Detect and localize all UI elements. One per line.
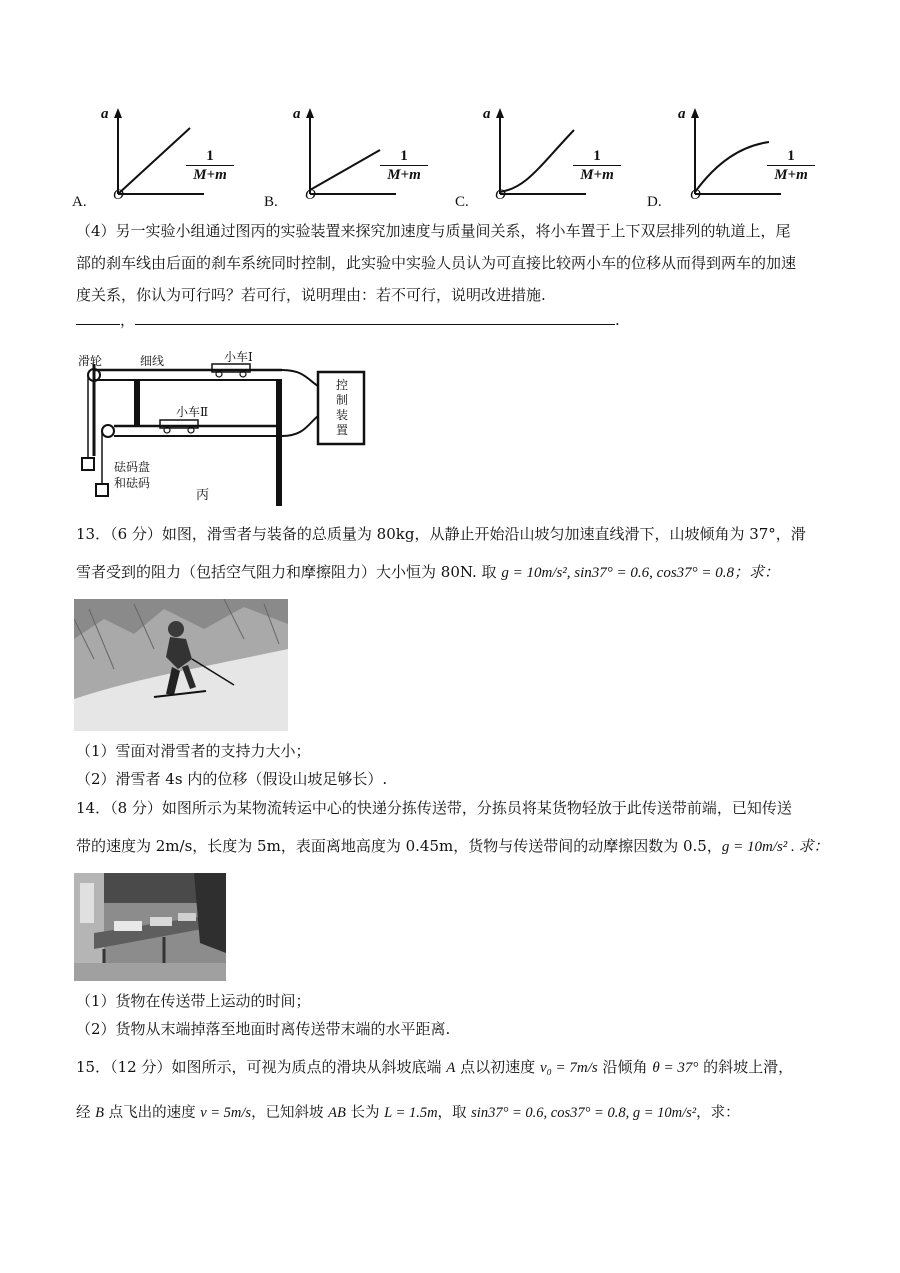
graph-d-origin: O <box>690 187 701 203</box>
q15-line2: 经 B 点飞出的速度 v = 5m/s，已知斜坡 AB 长为 L = 1.5m，取 sin37° = 0.6, cos37° = 0.8, g = 10m/s²，求： <box>76 1105 740 1121</box>
q14-sub1: （1）货物在传送带上运动的时间； <box>76 992 311 1010</box>
label-weights-2: 和砝码 <box>114 476 151 490</box>
graph-d-xlabel: 1 M+m <box>767 148 815 183</box>
label-string: 细线 <box>140 354 165 368</box>
label-control: 控 制 装 置 <box>335 378 348 437</box>
label-weights-1: 砝码盘 <box>114 460 151 474</box>
graph-a-xlabel: 1 M+m <box>186 148 234 183</box>
q13-line1: 13．（6 分）如图，滑雪者与装备的总质量为 80kg，从静止开始沿山坡匀加速直线滑下，山坡倾角为 37°，滑 <box>76 525 806 543</box>
q14-sub2: （2）货物从末端掉落至地面时离传送带末端的水平距离. <box>76 1020 451 1038</box>
graph-b-axis-y: a <box>293 106 301 122</box>
graph-a-origin: O <box>113 187 124 203</box>
label-cart1: 小车Ⅰ <box>224 350 253 364</box>
label-pulley: 滑轮 <box>78 354 103 368</box>
label-cart2: 小车Ⅱ <box>176 405 209 419</box>
graph-b-xlabel: 1 M+m <box>380 148 428 183</box>
answer-blank-2[interactable] <box>135 310 615 325</box>
answer-blank-1[interactable] <box>76 310 120 325</box>
q14-line1: 14．（8 分）如图所示为某物流转运中心的快递分拣传送带，分拣员将某货物轻放于此传送带前端，已知传送 <box>76 799 792 817</box>
q13-sub2: （2）滑雪者 4s 内的位移（假设山坡足够长）. <box>76 770 388 788</box>
graph-d-label: D. <box>647 194 662 210</box>
q12-4-line3: 度关系，你认为可行吗？若可行，说明理由：若不可行，说明改进措施. <box>76 286 546 304</box>
graph-c-axis-y: a <box>483 106 491 122</box>
conveyor-photo <box>74 873 226 981</box>
graph-c-label: C. <box>455 194 469 210</box>
q13-line2: 雪者受到的阻力（包括空气阻力和摩擦阻力）大小恒为 80N. 取 g = 10m/s², sin37° = 0.6, cos37° = 0.8；求： <box>76 563 780 581</box>
graph-c-xlabel: 1 M+m <box>573 148 621 183</box>
graph-d-axis-y: a <box>678 106 686 122</box>
graph-a-axis-y: a <box>101 106 109 122</box>
skier-photo <box>74 599 288 731</box>
graph-a-label: A. <box>72 194 87 210</box>
q12-4-line1: （4）另一实验小组通过图丙的实验装置来探究加速度与质量间关系，将小车置于上下双层排列的轨道上，尾 <box>76 222 791 240</box>
q12-4-line2: 部的刹车线由后面的刹车系统同时控制，此实验中实验人员认为可直接比较两小车的位移从而得到两车的加速 <box>76 254 797 272</box>
q14-line2: 带的速度为 2m/s，长度为 5m，表面离地高度为 0.45m，货物与传送带间的动摩擦因数为 0.5，g = 10m/s² . 求： <box>76 837 829 855</box>
q13-sub1: （1）雪面对滑雪者的支持力大小； <box>76 742 311 760</box>
graph-b-label: B. <box>264 194 278 210</box>
q12-4-answer-line: ， . <box>76 310 620 329</box>
q15-line1: 15．（12 分）如图所示，可视为质点的滑块从斜坡底端 A 点以初速度 v₀ = 7m/s 沿倾角 θ = 37° 的斜坡上滑， <box>76 1058 794 1076</box>
graph-c-origin: O <box>495 187 506 203</box>
label-fig: 丙 <box>196 488 210 503</box>
graph-b-origin: O <box>305 187 316 203</box>
